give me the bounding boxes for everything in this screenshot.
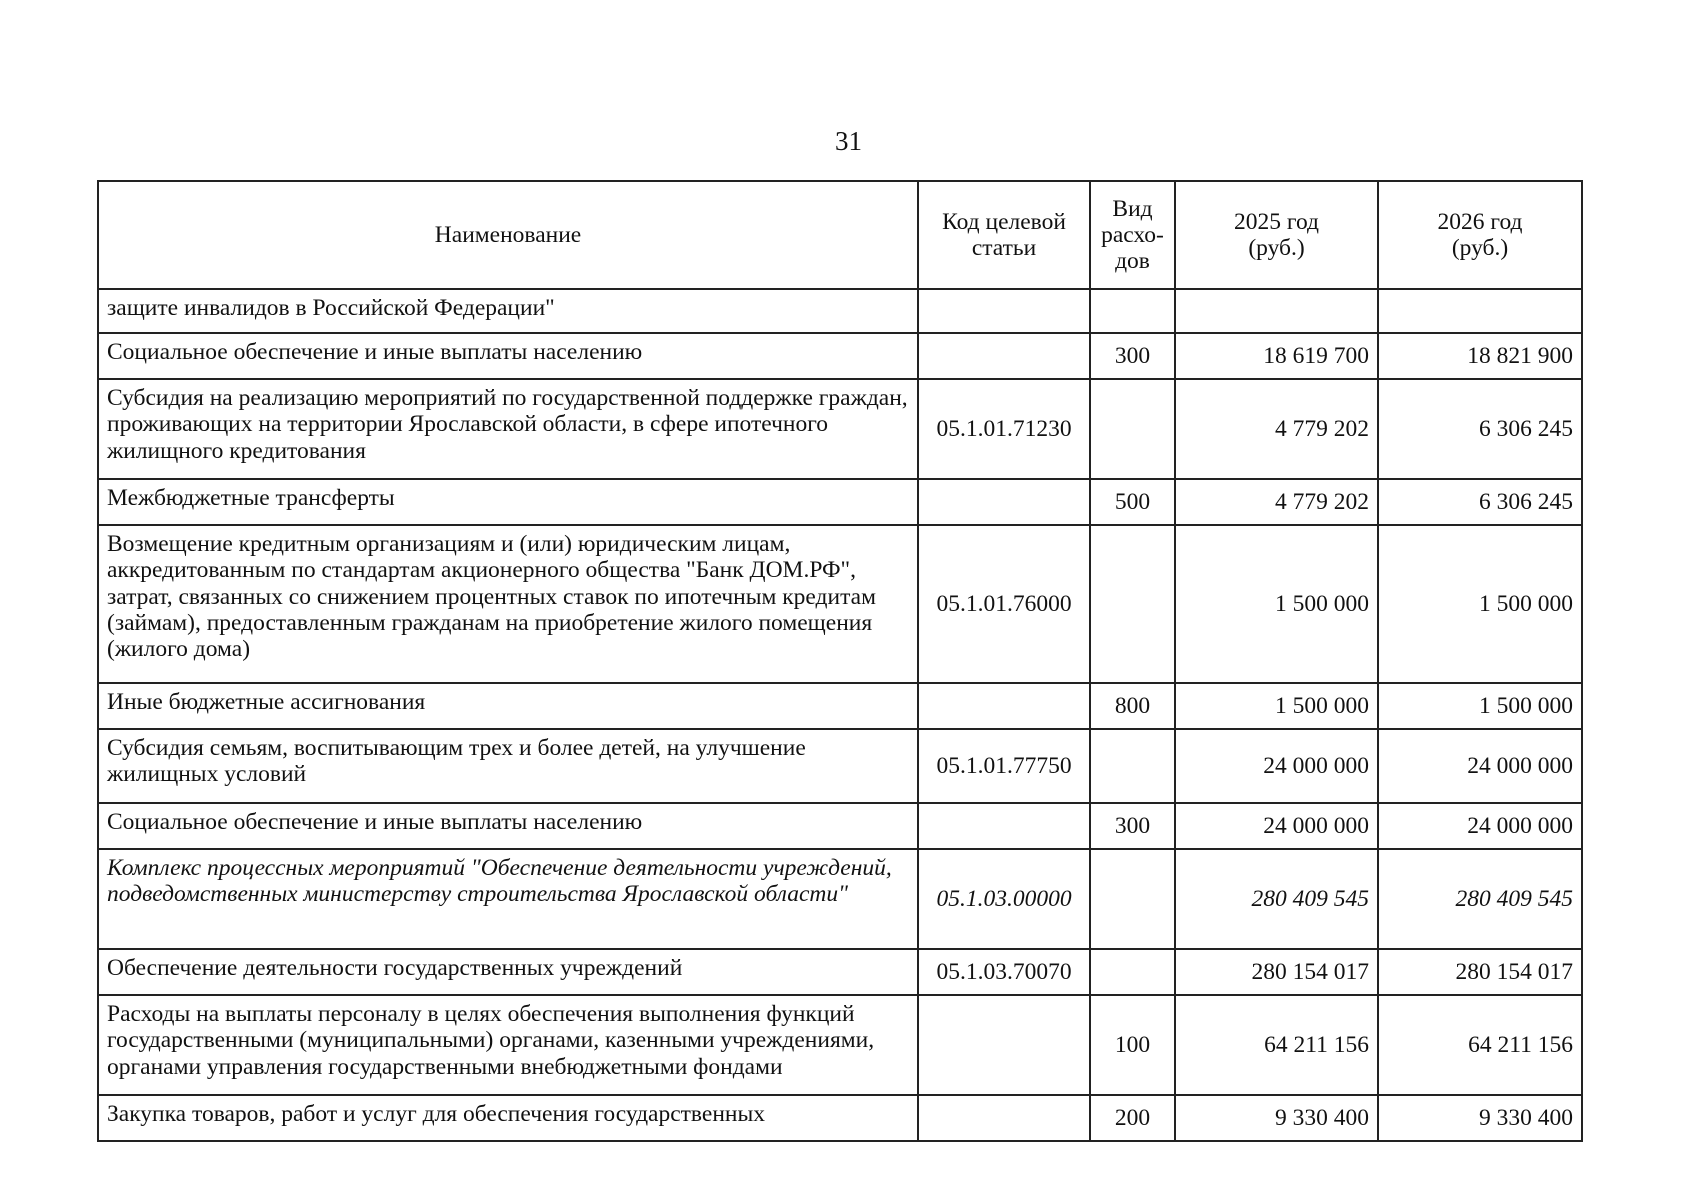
cell-kind bbox=[1090, 525, 1175, 683]
cell-2025: 4 779 202 bbox=[1175, 479, 1378, 525]
header-kind-line: расхо- bbox=[1101, 221, 1164, 248]
table-row bbox=[98, 289, 1582, 333]
cell-2026: 9 330 400 bbox=[1378, 1095, 1582, 1141]
page-number: 31 bbox=[835, 126, 862, 156]
cell-kind bbox=[1090, 289, 1175, 333]
cell-kind: 200 bbox=[1090, 1095, 1175, 1141]
header-2026-line: 2026 год bbox=[1437, 208, 1523, 235]
table-row bbox=[98, 479, 1582, 525]
header-2026 bbox=[1378, 181, 1582, 289]
header-code-line: Код целевой bbox=[942, 208, 1066, 235]
budget-table bbox=[97, 180, 1583, 1142]
header-2025 bbox=[1175, 181, 1378, 289]
cell-2026: 6 306 245 bbox=[1378, 479, 1582, 525]
cell-kind: 500 bbox=[1090, 479, 1175, 525]
cell-code bbox=[918, 803, 1090, 849]
header-kind bbox=[1090, 181, 1175, 289]
cell-2025: 24 000 000 bbox=[1175, 803, 1378, 849]
cell-2026: 64 211 156 bbox=[1378, 995, 1582, 1095]
cell-code: 05.1.03.70070 bbox=[918, 949, 1090, 995]
cell-code bbox=[918, 995, 1090, 1095]
table-row bbox=[98, 379, 1582, 479]
cell-2026: 280 154 017 bbox=[1378, 949, 1582, 995]
cell-name: Иные бюджетные ассигнования bbox=[98, 683, 918, 729]
cell-code: 05.1.01.77750 bbox=[918, 729, 1090, 803]
table-row bbox=[98, 803, 1582, 849]
cell-2026: 1 500 000 bbox=[1378, 525, 1582, 683]
cell-2026: 1 500 000 bbox=[1378, 683, 1582, 729]
cell-2025: 24 000 000 bbox=[1175, 729, 1378, 803]
cell-2025: 1 500 000 bbox=[1175, 683, 1378, 729]
cell-2026: 24 000 000 bbox=[1378, 729, 1582, 803]
cell-code bbox=[918, 479, 1090, 525]
cell-name: Обеспечение деятельности государственных учреждений bbox=[98, 949, 918, 995]
cell-kind bbox=[1090, 849, 1175, 949]
cell-2026: 24 000 000 bbox=[1378, 803, 1582, 849]
header-name: Наименование bbox=[98, 181, 918, 289]
cell-kind: 100 bbox=[1090, 995, 1175, 1095]
header-code bbox=[918, 181, 1090, 289]
cell-2025: 4 779 202 bbox=[1175, 379, 1378, 479]
table-header-row bbox=[98, 181, 1582, 289]
header-2025-line: (руб.) bbox=[1248, 235, 1305, 261]
cell-name: Комплекс процессных мероприятий "Обеспечение деятельности учреждений, подведомственных министерству строительства Ярославской области" bbox=[98, 849, 918, 949]
cell-2026 bbox=[1378, 289, 1582, 333]
header-code-line: статьи bbox=[971, 235, 1037, 261]
cell-name: защите инвалидов в Российской Федерации" bbox=[98, 289, 918, 333]
cell-name: Социальное обеспечение и иные выплаты населению bbox=[98, 803, 918, 849]
cell-2026: 280 409 545 bbox=[1378, 849, 1582, 949]
cell-code: 05.1.03.00000 bbox=[918, 849, 1090, 949]
table-row bbox=[98, 729, 1582, 803]
cell-2025: 18 619 700 bbox=[1175, 333, 1378, 379]
table-row bbox=[98, 683, 1582, 729]
cell-name: Субсидия на реализацию мероприятий по государственной поддержке граждан, проживающих на территории Ярославской области, в сфере ипотечного жилищного кредитования bbox=[98, 379, 918, 479]
table-row bbox=[98, 1095, 1582, 1141]
cell-code: 05.1.01.76000 bbox=[918, 525, 1090, 683]
cell-2025: 9 330 400 bbox=[1175, 1095, 1378, 1141]
cell-code bbox=[918, 683, 1090, 729]
cell-name: Возмещение кредитным организациям и (или) юридическим лицам, аккредитованным по стандартам акционерного общества "Банк ДОМ.РФ", затрат, связанных со снижением процентных ставок по ипотечным кредитам (займам), предоставленным гражданам на приобретение жилого помещения (жилого дома) bbox=[98, 525, 918, 683]
table-row bbox=[98, 949, 1582, 995]
cell-code bbox=[918, 289, 1090, 333]
cell-name: Закупка товаров, работ и услуг для обеспечения государственных bbox=[98, 1095, 918, 1141]
header-kind-line: дов bbox=[1115, 248, 1150, 275]
table-row bbox=[98, 333, 1582, 379]
cell-2025 bbox=[1175, 289, 1378, 333]
cell-2026: 6 306 245 bbox=[1378, 379, 1582, 479]
cell-code bbox=[918, 1095, 1090, 1141]
header-kind-line: Вид bbox=[1112, 195, 1153, 222]
cell-name: Межбюджетные трансферты bbox=[98, 479, 918, 525]
cell-kind: 300 bbox=[1090, 803, 1175, 849]
cell-2025: 280 154 017 bbox=[1175, 949, 1378, 995]
cell-kind: 800 bbox=[1090, 683, 1175, 729]
header-2025-line: 2025 год bbox=[1234, 208, 1319, 235]
cell-kind bbox=[1090, 729, 1175, 803]
header-2026-line: (руб.) bbox=[1451, 235, 1509, 261]
cell-code bbox=[918, 333, 1090, 379]
cell-2026: 18 821 900 bbox=[1378, 333, 1582, 379]
cell-code: 05.1.01.71230 bbox=[918, 379, 1090, 479]
cell-name: Субсидия семьям, воспитывающим трех и более детей, на улучшение жилищных условий bbox=[98, 729, 918, 803]
cell-2025: 1 500 000 bbox=[1175, 525, 1378, 683]
cell-kind bbox=[1090, 949, 1175, 995]
cell-2025: 280 409 545 bbox=[1175, 849, 1378, 949]
table-row bbox=[98, 849, 1582, 949]
table-row bbox=[98, 995, 1582, 1095]
cell-name: Социальное обеспечение и иные выплаты населению bbox=[98, 333, 918, 379]
cell-name: Расходы на выплаты персоналу в целях обеспечения выполнения функций государственными (муниципальными) органами, казенными учреждениями, органами управления государственными внебюджетными фондами bbox=[98, 995, 918, 1095]
cell-kind bbox=[1090, 379, 1175, 479]
cell-kind: 300 bbox=[1090, 333, 1175, 379]
cell-2025: 64 211 156 bbox=[1175, 995, 1378, 1095]
table-row bbox=[98, 525, 1582, 683]
